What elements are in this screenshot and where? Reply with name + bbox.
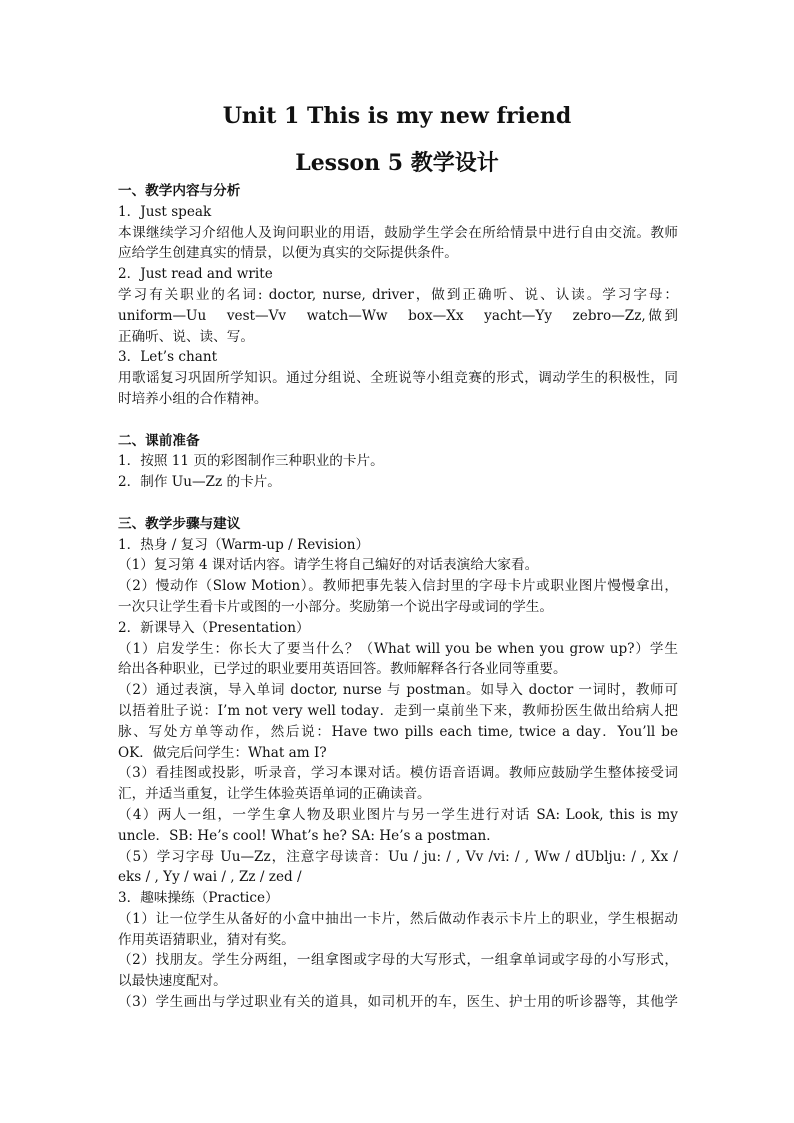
- item-just-speak: 1．Just speak: [118, 203, 212, 220]
- step-line: （4）两人一组，一学生拿人物及职业图片与另一学生进行对话 SA: Look, this is my: [118, 806, 678, 823]
- step-line: （5）学习字母 Uu—Zz，注意字母读音：Uu / ju: / , Vv /vi: / , Ww / dUblju: / , Xx /: [118, 848, 678, 865]
- step-line: uncle．SB: He’s cool! What’s he? SA: He’s a postman．: [118, 827, 500, 844]
- paragraph-line: 应给学生创建真实的情景，以便为真实的交际提供条件。: [118, 245, 458, 262]
- document-body: [118, 181, 678, 1013]
- step-line: eks / , Yy / wai / , Zz / zed /: [118, 869, 302, 886]
- step-line: 汇，并适当重复，让学生体验英语单词的正确读音。: [118, 786, 431, 803]
- spacer: [118, 410, 678, 431]
- step-line: 作用英语猜职业，猜对有奖。: [118, 931, 295, 948]
- paragraph-line: 正确听、说、读、写。: [118, 328, 254, 345]
- step-line: 给出各种职业，已学过的职业要用英语回答。教师解释各行各业同等重要。: [118, 661, 567, 678]
- step-line: （3）学生画出与学过职业有关的道具，如司机开的车，医生、护士用的听诊器等，其他学: [118, 994, 678, 1011]
- paragraph-line: 时培养小组的合作精神。: [118, 390, 268, 407]
- step-line: （1）启发学生：你长大了要当什么？（What will you be when you grow up?）学生: [118, 640, 678, 657]
- document-subtitle: Lesson 5 教学设计: [295, 150, 499, 176]
- paragraph-line: 学习有关职业的名词: doctor, nurse, driver，做到正确听、说、认读。学习字母：: [118, 286, 678, 303]
- list-item: 2．制作 Uu—Zz 的卡片。: [118, 474, 281, 491]
- section-heading-steps: 三、教学步骤与建议: [118, 515, 241, 532]
- paragraph-line: 本课继续学习介绍他人及询问职业的用语，鼓励学生学会在所给情景中进行自由交流。教师: [118, 224, 678, 241]
- step-line: （2）通过表演，导入单词 doctor, nurse 与 postman。如导入 doctor 一词时，教师可: [118, 682, 678, 699]
- section-heading-content: 一、教学内容与分析: [118, 183, 241, 199]
- step-line: 脉、写处方单等动作，然后说：Have two pills each time, twice a day．You’ll be: [118, 723, 678, 740]
- paragraph-line: 用歌谣复习巩固所学知识。通过分组说、全班说等小组竞赛的形式，调动学生的积极性，同: [118, 370, 678, 387]
- item-chant: 3．Let’s chant: [118, 349, 218, 366]
- list-item: 1．按照 11 页的彩图制作三种职业的卡片。: [118, 453, 384, 470]
- item-read-write: 2．Just read and write: [118, 266, 273, 283]
- step-line: 一次只让学生看卡片或图的一小部分。奖励第一个说出字母或词的学生。: [118, 598, 553, 615]
- step-line: OK．做完后问学生：What am I?: [118, 744, 327, 761]
- spacer: [118, 493, 678, 514]
- paragraph-line: uniform—Uu vest—Vv watch—Ww box—Xx yacht—Yy zebro—Zz,做到: [118, 307, 678, 324]
- step-line: （2）慢动作（Slow Motion）。教师把事先装入信封里的字母卡片或职业图片慢慢拿出，: [118, 578, 678, 595]
- step-line: 以捂着肚子说：I’m not very well today．走到一桌前坐下来，教师扮医生做出给病人把: [118, 702, 678, 719]
- step-line: 1．热身 / 复习（Warm-up / Revision）: [118, 536, 370, 553]
- step-line: 3．趣味操练（Practice）: [118, 890, 279, 907]
- step-line: （2）找朋友。学生分两组，一组拿图或字母的大写形式，一组拿单词或字母的小写形式，: [118, 952, 678, 969]
- step-line: 以最快速度配对。: [118, 973, 227, 990]
- section-heading-preparation: 二、课前准备: [118, 432, 200, 449]
- step-line: （1）复习第 4 课对话内容。请学生将自己编好的对话表演给大家看。: [118, 557, 539, 574]
- step-line: 2．新课导入（Presentation）: [118, 619, 310, 636]
- step-line: （1）让一位学生从备好的小盒中抽出一卡片，然后做动作表示卡片上的职业，学生根据动: [118, 910, 678, 927]
- document-title: Unit 1 This is my new friend: [222, 103, 572, 129]
- step-line: （3）看挂图或投影，听录音，学习本课对话。模仿语音语调。教师应鼓励学生整体接受词: [118, 765, 678, 782]
